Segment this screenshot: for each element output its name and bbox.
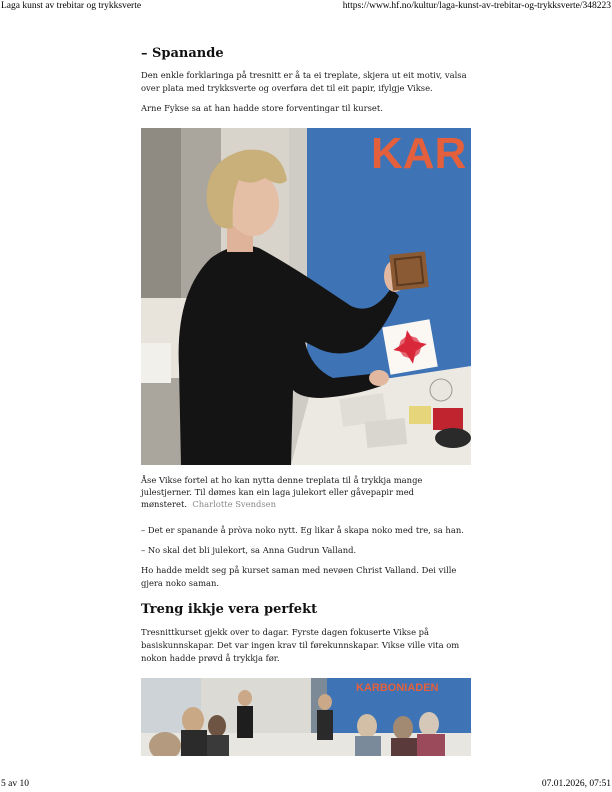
section-heading-spanande: – Spanande	[141, 46, 224, 61]
photo-credit: Charlotte Svendsen	[192, 499, 277, 509]
print-header	[0, 1, 612, 13]
photo2-wall-text: KARBONIADEN	[356, 682, 439, 694]
photo-wall-text: KAR	[371, 129, 467, 178]
paragraph-valland-nephew: Ho hadde meldt seg på kurset saman med nevøen Christ Valland. Dei ville gjera noko saman.	[141, 565, 457, 588]
print-footer-page: 5 av 10	[1, 779, 29, 789]
print-header-url[interactable]: https://www.hf.no/kultur/laga-kunst-av-trebitar-og-trykksverte/348223	[342, 1, 611, 11]
photo-workshop-illustration	[141, 678, 471, 756]
print-footer	[0, 779, 612, 791]
photo-workshop-group	[141, 678, 471, 756]
photo-woodblock-illustration	[141, 128, 471, 465]
paragraph-course-days: Tresnittkurset gjekk over to dagar. Fyrste dagen fokuserte Vikse på basiskunnskapar. Det var ingen krav til førekunnskapar. Vikse ville vita om nokon hadde prøvd å trykkja før.	[141, 627, 460, 663]
quote-valland: – No skal det bli julekort, sa Anna Gudrun Valland.	[141, 545, 357, 555]
paragraph-fykse-expectations: Arne Fykse sa at han hadde store forventingar til kurset.	[141, 103, 383, 113]
quote-fykse: – Det er spanande å pròva noko nytt. Eg likar å skapa noko med tre, sa han.	[141, 525, 464, 535]
photo-woodblock-demo	[141, 128, 471, 465]
photo-caption-text: Åse Vikse fortel at ho kan nytta denne treplata til å trykkja mange julestjerner. Til dømes kan ein laga julekort eller gåvepapir med mønsteret.	[141, 475, 423, 509]
print-header-title: Laga kunst av trebitar og trykksverte	[1, 1, 142, 11]
section-heading-perfekt: Treng ikkje vera perfekt	[141, 602, 318, 617]
print-footer-datetime: 07.01.2026, 07:51	[541, 779, 611, 789]
paragraph-explanation: Den enkle forklaringa på tresnitt er å ta ei treplate, skjera ut eit motiv, valsa over plata med trykksverte og overføra det til eit papir, ifylgje Vikse.	[141, 70, 467, 93]
photo-caption	[141, 474, 473, 510]
